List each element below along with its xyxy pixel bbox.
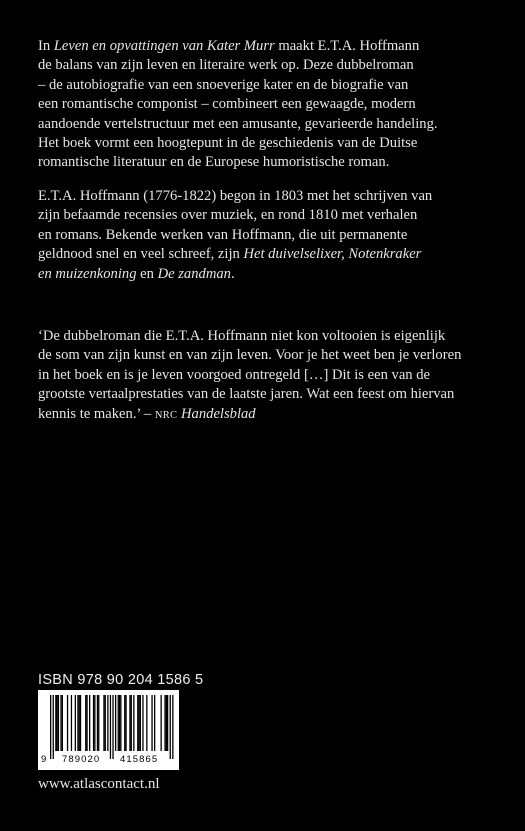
blurb-line: Het boek vormt een hoogtepunt in de geschiedenis van de Duitse (38, 134, 418, 151)
barcode-bar (71, 695, 72, 751)
barcode-bar (164, 695, 165, 751)
barcode-bar (154, 695, 155, 751)
quote-source-abbrev: NRC (154, 409, 178, 421)
barcode-bar (170, 695, 171, 759)
barcode-digits-left: 789020 (62, 754, 101, 765)
barcode-bar (86, 695, 87, 751)
press-quote (38, 327, 490, 424)
book-blurb (38, 37, 490, 173)
barcode-bar (85, 695, 86, 751)
quote-line: in het boek en is je leven voorgoed ontregeld […] Dit is een van de (38, 366, 431, 383)
barcode-bar (172, 695, 173, 759)
publisher-website: www.atlascontact.nl (38, 776, 160, 792)
barcode-bar (142, 695, 143, 751)
barcode-digits-right: 415865 (120, 754, 159, 765)
isbn-label: ISBN 978 90 204 1586 5 (38, 672, 204, 688)
barcode-bar (53, 695, 54, 759)
barcode-bar (120, 695, 121, 751)
barcode-bar (105, 695, 106, 751)
barcode-bar (110, 695, 111, 759)
barcode-bar (79, 695, 80, 751)
barcode-bar (119, 695, 120, 751)
barcode-bar (77, 695, 78, 751)
author-bio (38, 187, 490, 284)
barcode-bar (146, 695, 147, 751)
barcode-bar (75, 695, 76, 751)
blurb-line: aandoende vertelstructuur met een amusante, gevarieerde handeling. (38, 115, 438, 132)
quote-source: Handelsblad (177, 405, 256, 422)
bio-line: en muizenkoning en De zandman. (38, 265, 235, 282)
barcode-bar (103, 695, 104, 751)
barcode-bar (67, 695, 68, 751)
blurb-line: romantische literatuur en de Europese humoristische roman. (38, 154, 390, 171)
barcode-bar (166, 695, 167, 751)
barcode-bar (112, 695, 113, 759)
barcode-bar (50, 695, 51, 759)
book-title: Leven en opvattingen van Kater Murr (53, 38, 275, 54)
barcode-bar (93, 695, 94, 751)
bio-line: zijn befaamde recensies over muziek, en rond 1810 met verhalen (38, 207, 418, 224)
barcode-bar (140, 695, 141, 751)
barcode-bar (137, 695, 138, 751)
barcode-bar (58, 695, 59, 751)
barcode-digits (38, 753, 179, 768)
barcode-bar (115, 695, 116, 751)
barcode-bar (161, 695, 162, 751)
barcode-bar (167, 695, 168, 751)
blurb-line: de balans van zijn leven en literaire werk op. Deze dubbelroman (38, 57, 414, 74)
barcode-bar (80, 695, 81, 751)
barcode-bar (131, 695, 132, 751)
barcode-bar (133, 695, 134, 751)
barcode-bar (55, 695, 56, 751)
barcode-bar (138, 695, 139, 751)
quote-line: kennis te maken.’ – NRC Handelsblad (38, 405, 256, 422)
blurb-line: een romantische componist – combineert een gewaagde, modern (38, 96, 416, 113)
barcode-bar (62, 695, 63, 751)
barcode-bar (89, 695, 90, 751)
bio-line: en romans. Bekende werken van Hoffmann, die uit permanente (38, 226, 408, 243)
barcode-bar (107, 695, 108, 751)
isbn-barcode (38, 690, 179, 770)
barcode-bar (97, 695, 98, 751)
barcode-bar (94, 695, 95, 751)
barcode-bar (98, 695, 99, 751)
bio-line: geldnood snel en veel schreef, zijn Het duivelselixer, Notenkraker (38, 246, 422, 263)
work-title: Het duivelselixer, Notenkraker (243, 246, 422, 263)
barcode-bar (125, 695, 126, 751)
bio-line: E.T.A. Hoffmann (1776-1822) begon in 1803 met het schrijven van (38, 188, 433, 204)
quote-line: de som van zijn kunst en van zijn leven. Voor je het weet ben je verloren (38, 347, 462, 364)
quote-line: ‘De dubbelroman die E.T.A. Hoffmann niet kon voltooien is eigenlijk (38, 328, 446, 344)
quote-line: grootste vertaalprestaties van de laatste jaren. Wat een feest om hiervan (38, 386, 455, 403)
work-title: en muizenkoning (38, 265, 137, 282)
barcode-digit-first: 9 (41, 754, 48, 765)
barcode-bar (129, 695, 130, 751)
blurb-line: – de autobiografie van een snoeverige kater en de biografie van (38, 76, 409, 93)
barcode-bar (118, 695, 119, 751)
blurb-line: In Leven en opvattingen van Kater Murr maakt E.T.A. Hoffmann (38, 38, 420, 54)
barcode-bar (57, 695, 58, 751)
barcode-bar (60, 695, 61, 751)
barcode-bar (124, 695, 125, 751)
work-title: De zandman (157, 265, 231, 282)
barcode-bar (151, 695, 152, 751)
